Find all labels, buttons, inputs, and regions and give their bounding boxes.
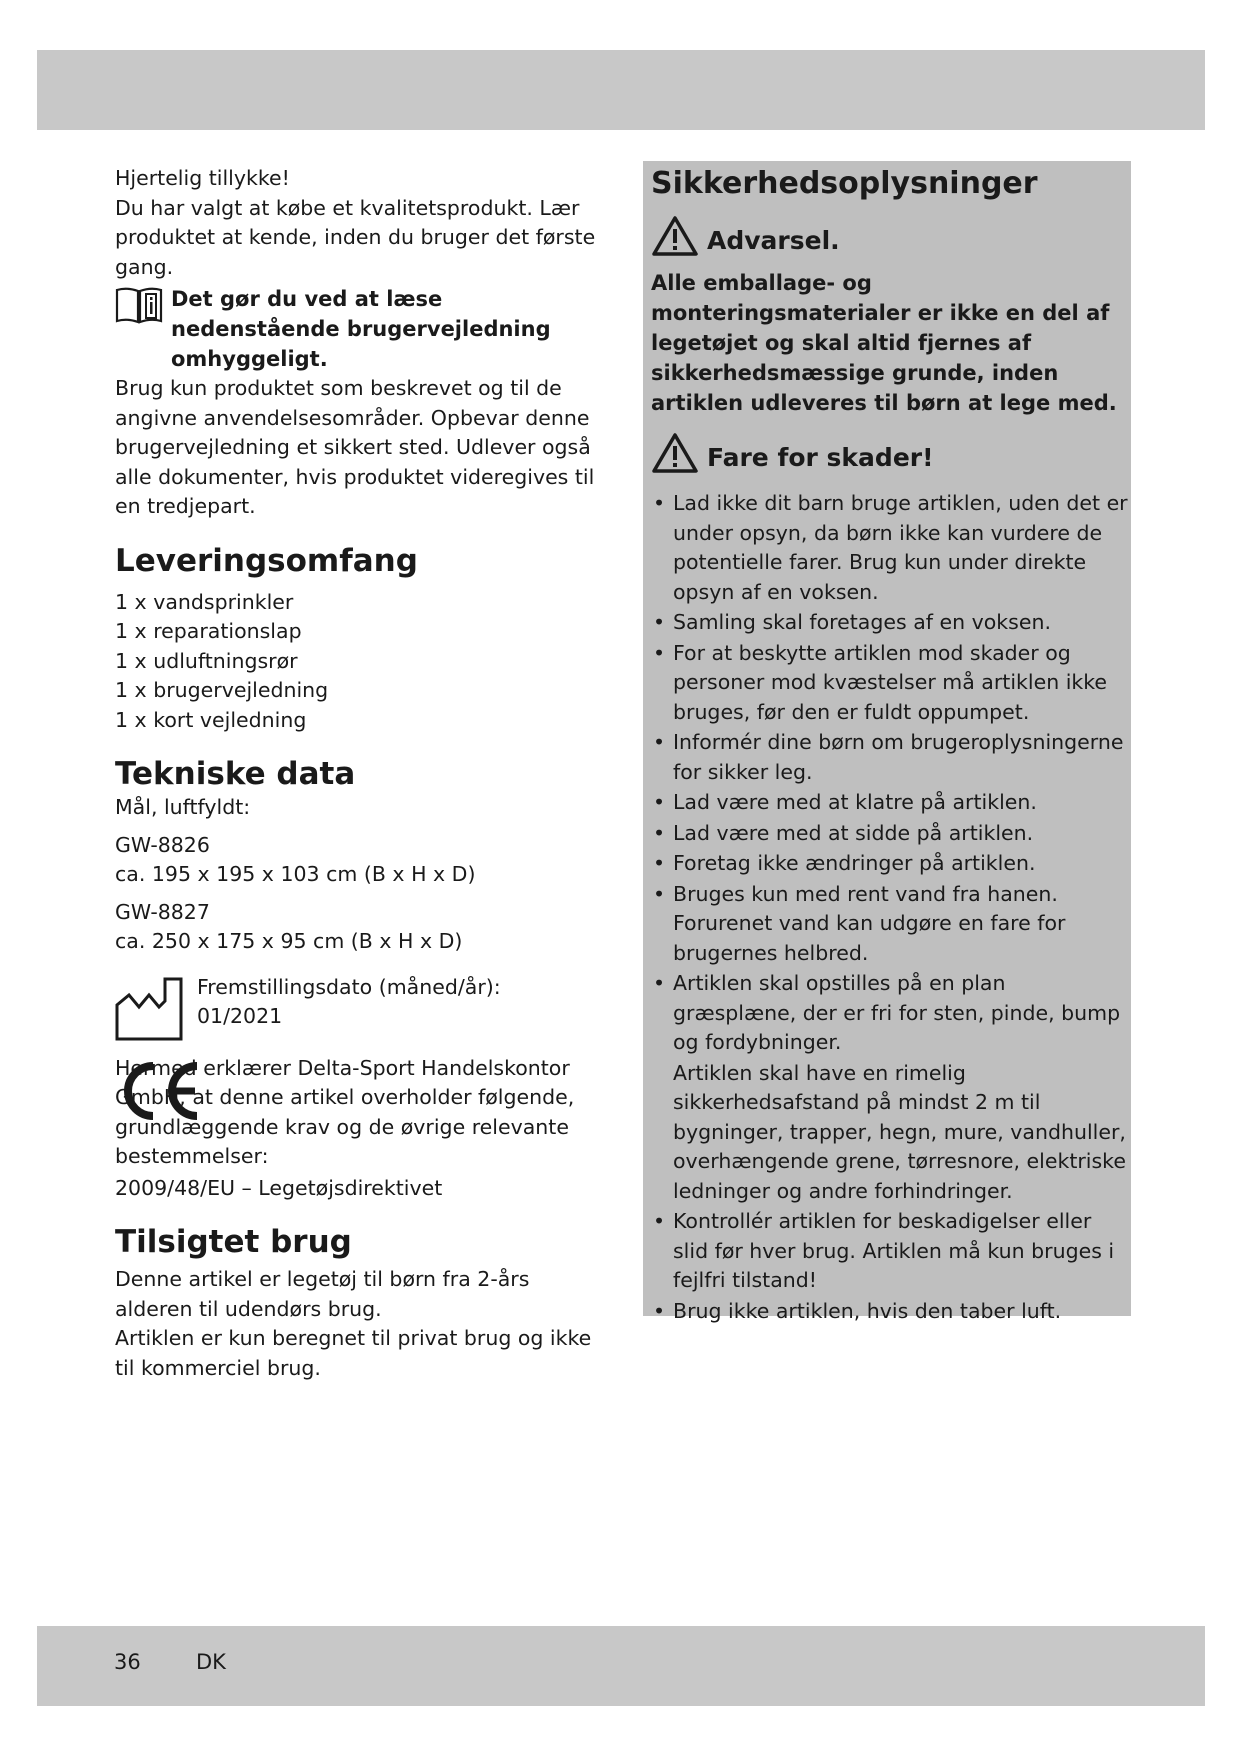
tech-model-2: GW-8827 [115,899,210,924]
warning-title: Advarsel. [707,225,840,255]
warning-heading [651,215,1131,266]
delivery-item: 1 x udluftningsrør [115,648,298,673]
intended-p1: Denne artikel er legetøj til børn fra 2-års alderen til udendørs brug. [115,1267,530,1321]
tech-dims-1: ca. 195 x 195 x 103 cm (B x H x D) [115,862,476,886]
safety-item: • Brug ikke artiklen, hvis den taber luft. [651,1297,1131,1327]
safety-item: • Lad ikke dit barn bruge artiklen, uden det er under opsyn, da børn ikke kan vurdere de potentielle farer. Brug kun under direkte opsyn af en voksen. [651,489,1131,607]
delivery-item: 1 x reparationslap [115,619,302,643]
safety-panel [643,161,1131,1323]
tech-model-1: GW-8826 [115,832,210,857]
safety-item: Artiklen skal have en rimelig sikkerhedsafstand på mindst 2 m til bygninger, trapper, hegn, mure, vandhuller, overhængende grene, tørresnore, elektriske ledninger og andre forhindringer. [673,1060,1126,1203]
intended-title: Tilsigtet brug [115,1224,352,1260]
warning-triangle-icon [651,432,699,483]
safety-item: • Informér dine børn om brugeroplysningerne for sikker leg. [651,728,1131,787]
tech-dims-label: Mål, luftfyldt: [115,795,251,819]
intended-p2: Artiklen er kun beregnet til privat brug og ikke til kommerciel brug. [115,1326,592,1380]
danger-heading [651,432,1131,483]
manual-info-icon [115,286,163,332]
danger-title: Fare for skader! [707,442,934,472]
safety-item: • Samling skal foretages af en voksen. [651,608,1131,638]
intro-greeting: Hjertelig tillykke! [115,166,290,190]
header-bar [37,50,1205,130]
factory-icon [115,977,185,1052]
safety-title: Sikkerhedsoplysninger [651,166,1038,201]
safety-item: • For at beskytte artiklen mod skader og personer mod kvæstelser må artiklen ikke bruges, før den er fuldt oppumpet. [651,639,1131,728]
delivery-title: Leveringsomfang [115,542,418,579]
delivery-list [115,588,605,736]
safety-item: • Kontrollér artiklen for beskadigelser eller slid før hver brug. Artiklen må kun bruges i fejlfri tilstand! [651,1207,1131,1296]
safety-list [651,489,1131,1326]
mfg-label: Fremstillingsdato (måned/år): [197,974,501,999]
intro-text: Du har valgt at købe et kvalitetsprodukt. Lær produktet at kende, inden du bruger det første gang. [115,195,596,279]
page-number: 36 [114,1650,141,1674]
tech-title: Tekniske data [115,756,356,792]
safety-item: • Foretag ikke ændringer på artiklen. [651,849,1131,879]
ce-declaration [115,1054,605,1172]
warning-text: Alle emballage- og monteringsmaterialer er ikke en del af legetøjet og skal altid fjernes af sikkerhedsmæssige grunde, inden artiklen udleveres til børn at lege med. [651,271,1117,415]
info-note-text: Det gør du ved at læse nedenstående brugervejledning omhyggeligt. [171,287,551,371]
safety-item: • Lad være med at klatre på artiklen. [651,788,1131,818]
delivery-item: 1 x brugervejledning [115,678,329,702]
delivery-item: 1 x vandsprinkler [115,589,294,614]
mfg-date: 01/2021 [197,1004,283,1028]
safety-item: • Bruges kun med rent vand fra hanen. Forurenet vand kan udgøre en fare for brugernes helbred. [651,880,1131,969]
delivery-item: 1 x kort vejledning [115,707,307,732]
ce-mark-icon [115,1060,205,1131]
tech-dims-2: ca. 250 x 175 x 95 cm (B x H x D) [115,929,463,953]
safety-item: • Lad være med at sidde på artiklen. [651,819,1131,849]
manufacture-date [115,973,605,1032]
info-note [115,284,605,374]
left-column [115,164,605,1383]
language-code: DK [196,1650,226,1674]
ce-text: Hermed erklærer Delta-Sport Handelskontor GmbH, at denne artikel overholder følgende, grundlæggende krav og de øvrige relevante bestemmelser: [115,1055,575,1168]
footer-bar [37,1626,1205,1706]
safety-item: • Artiklen skal opstilles på en plan græsplæne, der er fri for sten, pinde, bump og fordybninger. [651,969,1131,1058]
ce-directive: 2009/48/EU – Legetøjsdirektivet [115,1175,443,1200]
warning-triangle-icon [651,215,699,266]
intro-body: Brug kun produktet som beskrevet og til de angivne anvendelsesområder. Opbevar denne brugervejledning et sikkert sted. Udlever også alle dokumenter, hvis produktet videregives til en tredjepart. [115,376,595,518]
